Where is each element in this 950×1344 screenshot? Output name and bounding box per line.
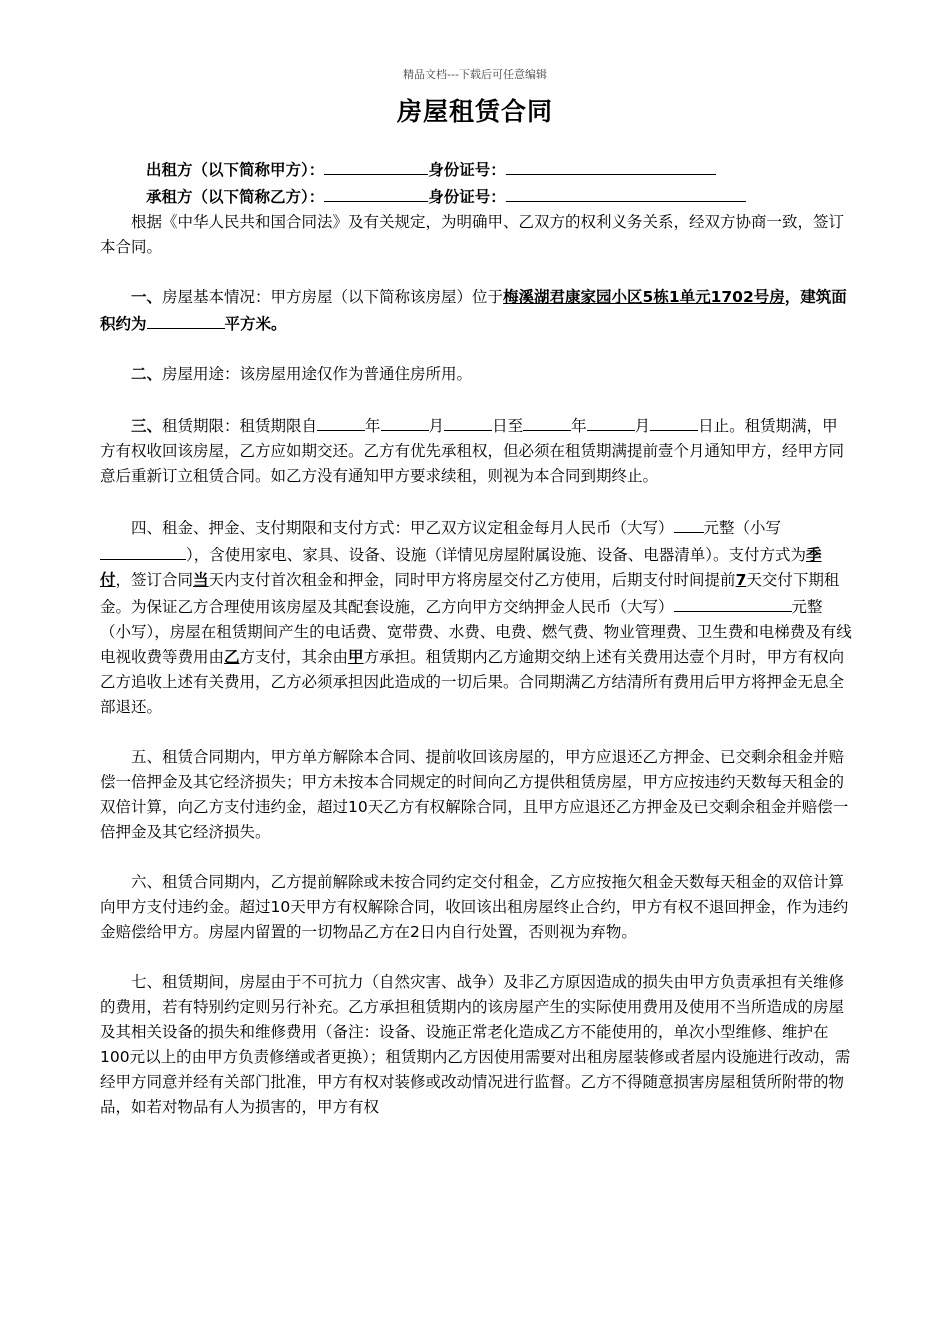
section-2: 二、房屋用途：该房屋用途仅作为普通住房所用。 bbox=[131, 365, 473, 383]
lessor-id-blank bbox=[506, 156, 716, 175]
section-7: 七、租赁期间，房屋由于不可抗力（自然灾害、战争）及非乙方原因造成的损失由甲方负责承担有关维修的费用，若有特别约定则另行补充。乙方承担租赁期内的该房屋产生的实际使用费用及使用不当所造成的房屋及其相关设备的损失和维修费用（备注：设备、设施正常老化造成乙方不能使用的，单次小型维修、维护在100元以上的由甲方负责修缮或者更换）；租赁期内乙方因使用需要对出租房屋装修或者屋内设施进行改动，需经甲方同意并经有关部门批准，甲方有权对装修或改动情况进行监督。乙方不得随意损害房屋租赁所附带的物品，如若对物品有人为损害的，甲方有权 bbox=[100, 973, 851, 1116]
section-5: 五、租赁合同期内，甲方单方解除本合同、提前收回该房屋的，甲方应退还乙方押金、已交剩余租金并赔偿一倍押金及其它经济损失；甲方未按本合同规定的时间向乙方提供租赁房屋，甲方应按违约天数每天租金的双倍计算，向乙方支付违约金，超过10天乙方有权解除合同，且甲方应退还乙方押金及已交剩余租金并赔偿一倍押金及其它经济损失。 bbox=[100, 748, 849, 841]
intro-paragraph: 根据《中华人民共和国合同法》及有关规定，为明确甲、乙双方的权利义务关系，经双方协商一致，签订本合同。 bbox=[100, 213, 845, 256]
header-note: 精品文档---下载后可任意编辑 bbox=[403, 68, 547, 81]
lessor-name-blank bbox=[324, 156, 428, 175]
lessee-id-blank bbox=[506, 183, 746, 202]
lessor-line: 出租方（以下简称甲方）： 身份证号： bbox=[100, 156, 852, 183]
lessee-line: 承租方（以下简称乙方）： 身份证号： bbox=[100, 183, 852, 210]
property-address: 梅溪湖君康家园小区5栋1单元1702号房 bbox=[503, 288, 785, 306]
lessee-name-blank bbox=[324, 183, 428, 202]
contract-body bbox=[100, 156, 852, 1120]
section-4: 四、租金、押金、支付期限和支付方式：甲乙双方议定租金每月人民币（大写） 元整（小写），含使用家电、家具、设备、设施（详情见房屋附属设施、设备、电器清单）。支付方式为季付，签订合同当天内支付首次租金和押金，同时甲方将房屋交付乙方使用，后期支付时间提前7天交付下期租金。为保证乙方合理使用该房屋及其配套设施，乙方向甲方交纳押金人民币（大写） 元整（小写），房屋在租赁期间产生的电话费、宽带费、水费、电费、燃气费、物业管理费、卫生费和电梯费及有线电视收费等费用由乙方支付，其余由甲方承担。租赁期内乙方逾期交纳上述有关费用达壹个月时，甲方有权向乙方追收上述有关费用，乙方必须承担因此造成的一切后果。合同期满乙方结清所有费用后甲方将押金无息全部退还。 bbox=[100, 514, 852, 720]
page-title: 房屋租赁合同 bbox=[396, 97, 553, 126]
area-blank bbox=[147, 310, 225, 329]
section-1: 一、房屋基本情况：甲方房屋（以下简称该房屋）位于梅溪湖君康家园小区5栋1单元1702号房，建筑面积约为 平方米。 bbox=[100, 288, 847, 333]
section-3: 三、租赁期限：租赁期限自 年 月 日至 年 月 日止。租赁期满，甲方有权收回该房屋，乙方应如期交还。乙方有优先承租权，但必须在租赁期满提前壹个月通知甲方，经甲方同意后重新订立租赁合同。如乙方没有通知甲方要求续租，则视为本合同到期终止。 bbox=[100, 412, 852, 489]
section-6: 六、租赁合同期内，乙方提前解除或未按合同约定交付租金，乙方应按拖欠租金天数每天租金的双倍计算向甲方支付违约金。超过10天甲方有权解除合同，收回该出租房屋终止合约，甲方有权不退回押金，作为违约金赔偿给甲方。房屋内留置的一切物品乙方在2日内自行处置，否则视为弃物。 bbox=[100, 873, 849, 941]
payment-method: 季付 bbox=[100, 546, 822, 589]
